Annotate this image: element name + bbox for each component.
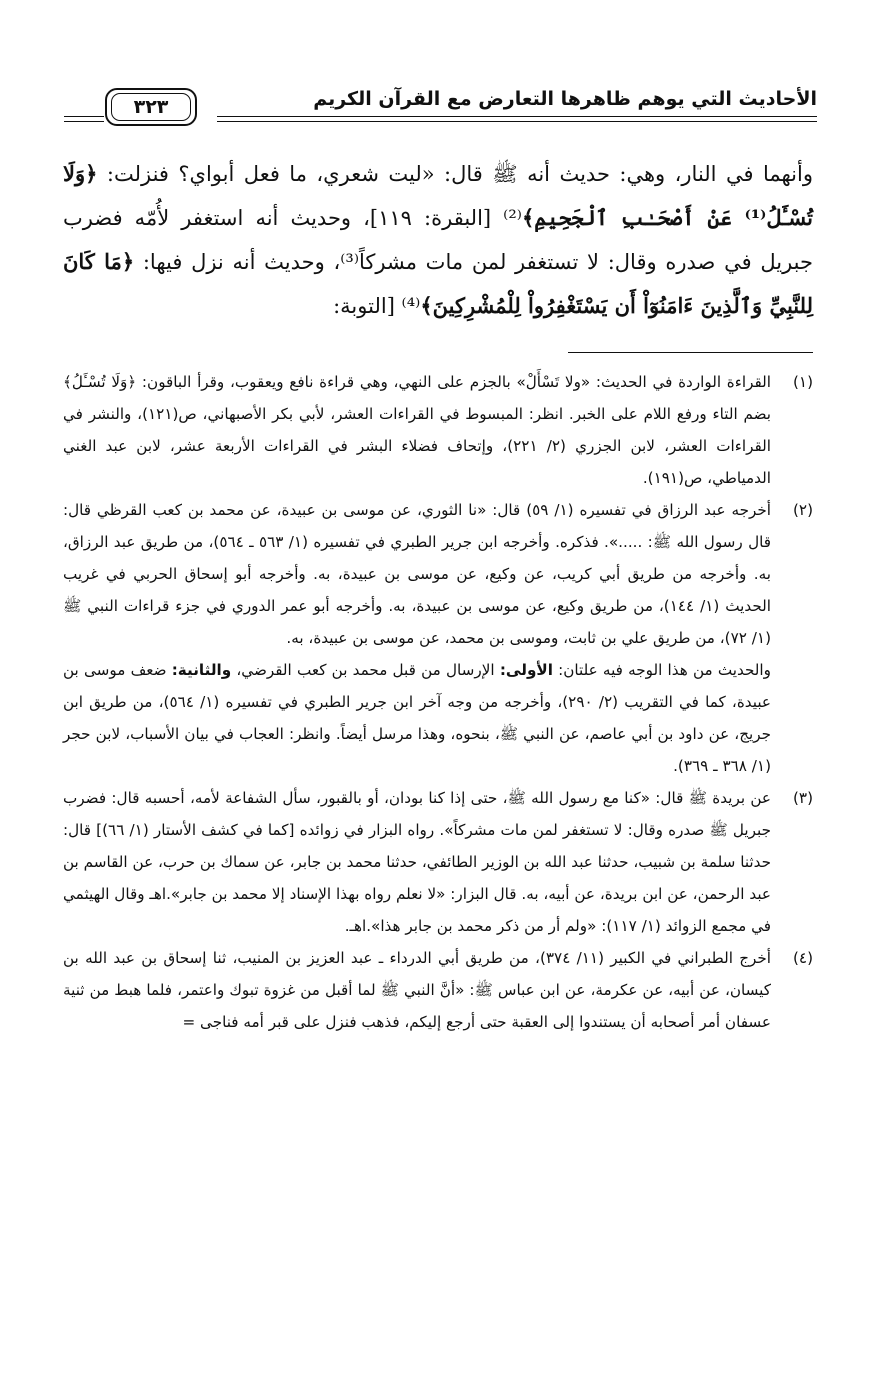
left-rule-top (64, 116, 104, 117)
footnote-number: (٤) (792, 949, 813, 967)
footnotes (63, 366, 813, 1038)
page-number: ٣٢٣ (111, 93, 191, 121)
main-text-part: ⁽²⁾ [البقرة: ١١٩]، وحديث أنه استغفر لأُمّه فضرب جبريل في صدره وقال: لا تستغفر لمن مات مشركاً⁽³⁾، وحديث أنه نزل فيها: (63, 206, 813, 274)
footnote-number: (٣) (792, 789, 813, 807)
main-text-part: ⁽⁴⁾ [التوبة: (333, 294, 421, 318)
footnote-text: القراءة الواردة في الحديث: «ولا تَسْأَلْ» بالجزم على النهي، وهي قراءة نافع ويعقوب، وقرأ الباقون: ﴿وَلَا تُسْـَٔلُ﴾ بضم التاء ورفع اللام على الخبر. انظر: المبسوط في القراءات العشر، لأبي بكر الأصبهاني، ص(١٢١)، والنشر في القراءات العشر، لابن الجزري (٢/ ٢٢١)، وإتحاف فضلاء البشر في القراءات الأربعة عشر، لابن عبد الغني الدمياطي، ص(١٩١). (63, 373, 772, 487)
header-rule-top (217, 116, 817, 117)
footnote-label: الأولى: (499, 661, 553, 679)
footnote-number: (٢) (792, 501, 813, 519)
footnote-text: والحديث من هذا الوجه فيه علتان: (552, 661, 771, 679)
footnote (63, 494, 813, 782)
quran-verse: ﴿وَلَا تُسْـَٔلُ⁽¹⁾ عَنْ أَصْحَـٰبِ ٱلْجَحِيمِ﴾ (63, 161, 814, 230)
footnote-continuation (63, 654, 771, 782)
footnote-number: (١) (792, 373, 813, 391)
left-rule-bottom (64, 121, 104, 122)
footnote (63, 366, 813, 494)
footnote (63, 942, 813, 1038)
page-number-frame (105, 88, 197, 126)
main-paragraph (63, 152, 813, 328)
header-rule-bottom (217, 121, 817, 122)
footnote-separator (568, 352, 813, 353)
quran-verse: ﴿مَا كَانَ لِلنَّبِيِّ وَٱلَّذِينَ ءَامَنُوٓاْ أَن يَسْتَغْفِرُواْ لِلْمُشْرِكِينَ﴾ (63, 249, 813, 318)
footnote-text: أخرج الطبراني في الكبير (١١/ ٣٧٤)، من طريق أبي الدرداء ـ عبد العزيز بن المنيب، ثنا إسحاق بن عبد الله بن كيسان، عن أبيه، عن عكرمة، عن ابن عباس ﷺ: «أنَّ النبي ﷺ لما أقبل من غزوة تبوك واعتمر، فلما هبط من ثنية عسفان أمر أصحابه أن يستندوا إلى العقبة حتى أرجع إليكم، فذهب فنزل على قبر أمه فناجى = (63, 949, 771, 1031)
footnote-label: والثانية: (171, 661, 232, 679)
footnote-text: ضعف موسى بن عبيدة، كما في التقريب (٢/ ٢٩٠)، وأخرجه من وجه آخر ابن جرير الطبري في تفسيره (١/ ٥٦٤)، من طريق ابن جريج، عن داود بن أبي عاصم، عن النبي ﷺ، بنحوه، وهذا مرسل أيضاً. وانظر: العجاب في بيان الأسباب، لابن حجر (١/ ٣٦٨ ـ ٣٦٩). (63, 661, 771, 775)
main-text-part: وأنهما في النار، وهي: حديث أنه ﷺ قال: «ليت شعري، ما فعل أبواي؟ فنزلت: (97, 162, 813, 186)
main-text (63, 152, 813, 328)
footnote (63, 782, 813, 942)
footnote-text: عن بريدة ﷺ قال: «كنا مع رسول الله ﷺ، حتى إذا كنا بودان، أو بالقبور، سأل الشفاعة لأمه، أحسبه قال: فضرب جبريل ﷺ صدره وقال: لا تستغفر لمن مات مشركاً». رواه البزار في زوائده [كما في كشف الأستار (١/ ٦٦)] قال: حدثنا سلمة بن شبيب، حدثنا عبد الله بن الوزير الطائفي، حدثنا محمد بن جابر، عن سماك بن حرب، عن القاسم بن عبد الرحمن، عن ابن بريدة، عن أبيه، به. قال البزار: «لا نعلم رواه بهذا الإسناد إلا محمد بن جابر».اهـ وقال الهيثمي في مجمع الزوائد (١/ ١١٧): «ولم أر من ذكر محمد بن جابر هذا».اهـ. (63, 789, 771, 935)
footnote-text: أخرجه عبد الرزاق في تفسيره (١/ ٥٩) قال: «نا الثوري، عن موسى بن عبيدة، عن محمد بن كعب القرظي قال: قال رسول الله ﷺ: .....». فذكره. وأخرجه ابن جرير الطبري في تفسيره (١/ ٥٦٣ ـ ٥٦٤)، من طريق عبد الرزاق، به. وأخرجه من طريق أبي كريب، عن وكيع، عن موسى بن عبيدة، به. وأخرجه أبو إسحاق الحربي في غريب الحديث (١/ ١٤٤)، من طريق وكيع، عن موسى بن عبيدة، به. وأخرجه أبو عمر الدوري في جزء قراءات النبي ﷺ (١/ ٧٢)، من طريق علي بن ثابت، وموسى بن محمد، عن موسى بن عبيدة، به. (63, 501, 772, 647)
running-title: الأحاديث التي يوهم ظاهرها التعارض مع القرآن الكريم (313, 88, 817, 110)
footnote-text: الإرسال من قبل محمد بن كعب القرضي، (231, 661, 500, 679)
